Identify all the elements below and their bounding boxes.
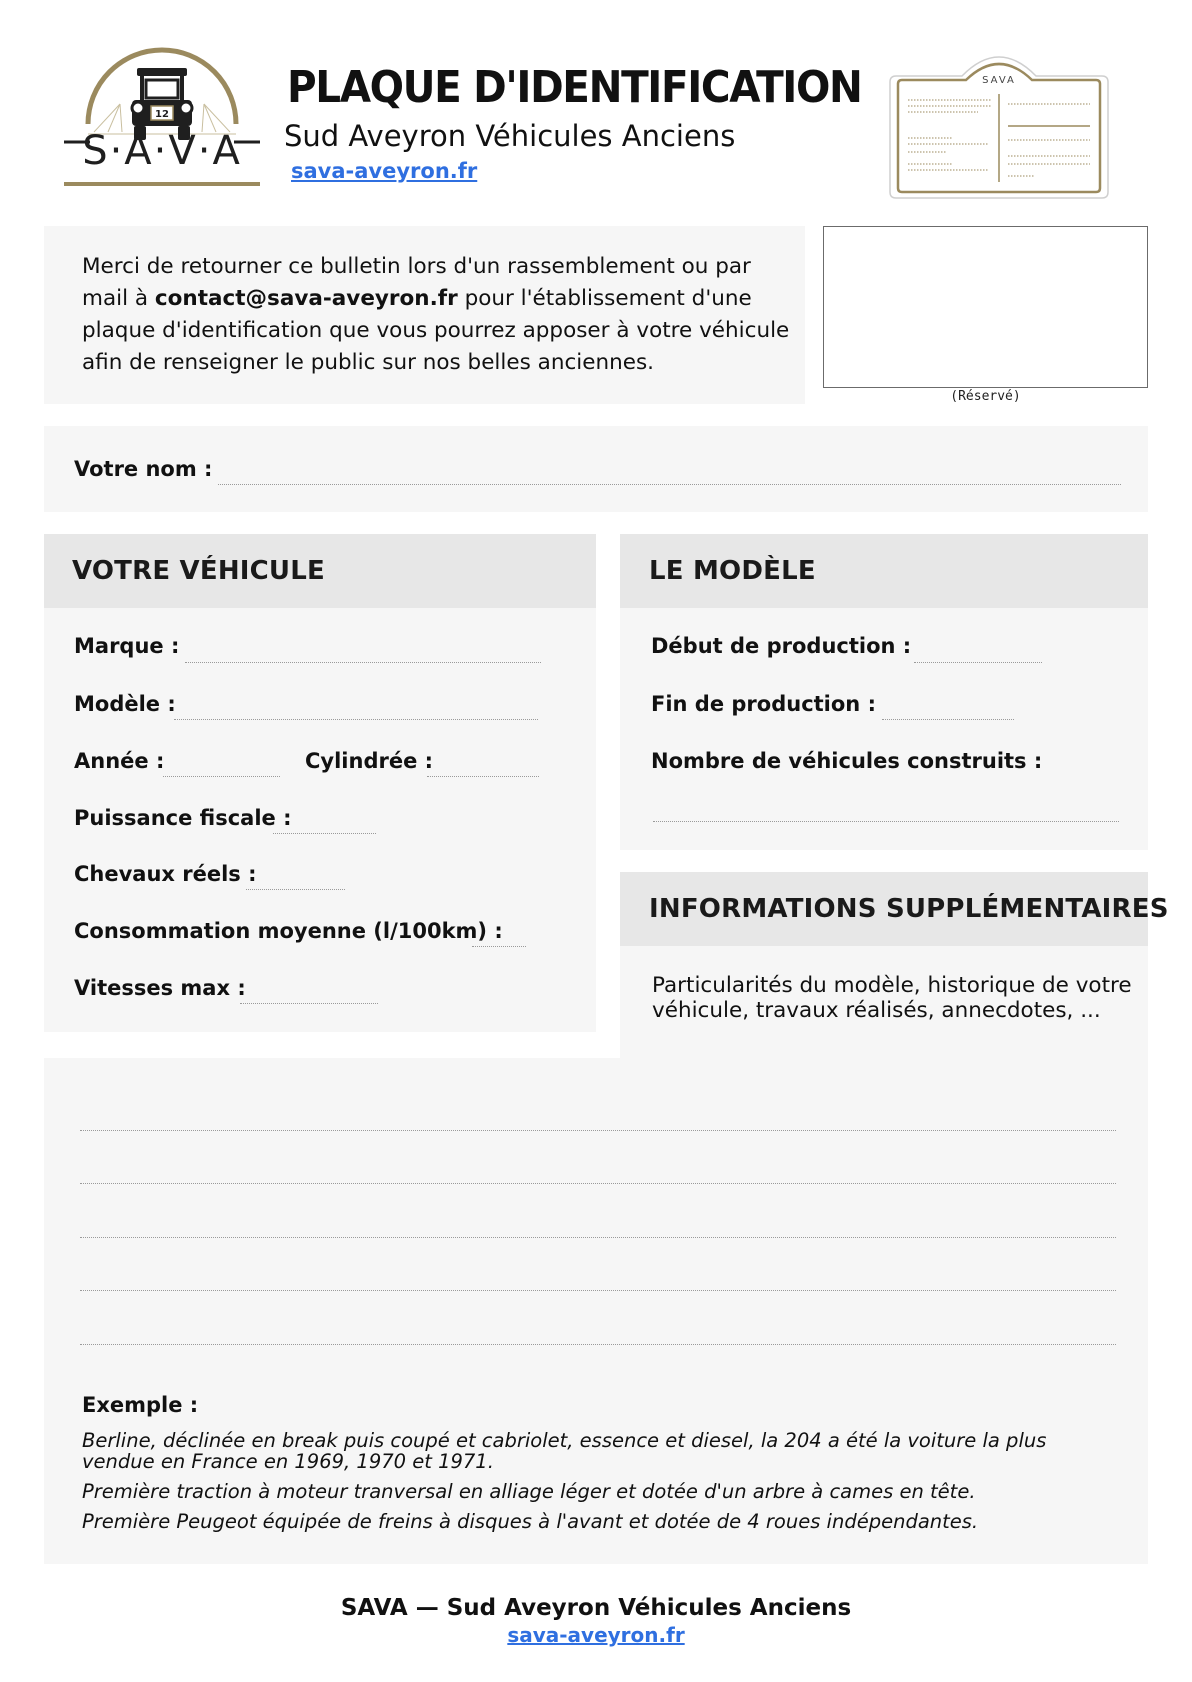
annee-label: Année :	[74, 749, 165, 773]
name-label: Votre nom :	[74, 457, 213, 481]
logo-text: S·A·V·A	[82, 128, 242, 174]
extra-hint: Particularités du modèle, historique de votre véhicule, travaux réalisés, annecdotes, ...	[652, 973, 1132, 1023]
nombre-label: Nombre de véhicules construits :	[651, 749, 1043, 773]
plate-preview-icon	[888, 40, 1110, 200]
intro-text-end: pour l'établissement d'une plaque d'identification que vous pourrez apposer à votre véhicule afin de renseigner le public sur nos belles anciennes.	[82, 286, 790, 375]
marque-input[interactable]	[185, 662, 541, 663]
example-label: Exemple :	[82, 1393, 199, 1417]
nombre-input[interactable]	[653, 821, 1119, 822]
logo-plate-number: 12	[155, 109, 169, 120]
annee-input[interactable]	[163, 776, 280, 777]
modele-input[interactable]	[174, 719, 538, 720]
extra-input-line-2[interactable]	[80, 1183, 1116, 1184]
plate-preview-logo: SAVA	[982, 75, 1016, 86]
consommation-label: Consommation moyenne (l/100km) :	[74, 919, 503, 943]
example-line-4: Première Peugeot équipée de freins à disques à l'avant et dotée de 4 roues indépendantes.	[82, 1510, 979, 1533]
footer-org: SAVA — Sud Aveyron Véhicules Anciens	[340, 1595, 852, 1621]
extra-section-title: INFORMATIONS SUPPLÉMENTAIRES	[649, 894, 1169, 924]
example-line-3: Première traction à moteur tranversal en alliage léger et dotée d'un arbre à cames en tête.	[82, 1480, 976, 1503]
model-section-title: LE MODÈLE	[649, 556, 816, 586]
extra-input-line-5[interactable]	[80, 1344, 1116, 1345]
chevaux-input[interactable]	[246, 889, 345, 890]
page-subtitle: Sud Aveyron Véhicules Anciens	[284, 119, 736, 153]
vehicle-panel	[44, 534, 596, 1032]
vitesses-label: Vitesses max :	[74, 976, 246, 1000]
sava-logo	[64, 46, 260, 188]
contact-email[interactable]: contact@sava-aveyron.fr	[154, 286, 458, 311]
sava-logo-icon	[64, 46, 260, 188]
consommation-input[interactable]	[472, 946, 526, 947]
extra-input-line-3[interactable]	[80, 1237, 1116, 1238]
modele-label: Modèle :	[74, 692, 176, 716]
footer-website-link[interactable]: sava-aveyron.fr	[507, 1623, 685, 1647]
debut-input[interactable]	[914, 662, 1042, 663]
reserved-caption: (Réservé)	[950, 389, 1021, 404]
plate-preview	[888, 40, 1110, 200]
example-line-1: Berline, déclinée en break puis coupé et cabriolet, essence et diesel, la 204 a été la voiture la plus	[82, 1429, 1047, 1452]
intro-text-start: Merci de retourner ce bulletin lors d'un rassemblement ou par mail à	[82, 254, 751, 311]
cylindree-label: Cylindrée :	[305, 749, 434, 773]
puissance-input[interactable]	[273, 833, 376, 834]
vehicle-section-title: VOTRE VÉHICULE	[72, 556, 325, 586]
reserved-box	[823, 226, 1148, 388]
intro-text	[82, 251, 792, 379]
fin-label: Fin de production :	[651, 692, 876, 716]
example-line-2: vendue en France en 1969, 1970 et 1971.	[82, 1450, 494, 1473]
name-input[interactable]	[218, 484, 1121, 485]
extra-input-line-1[interactable]	[80, 1130, 1116, 1131]
chevaux-label: Chevaux réels :	[74, 862, 257, 886]
marque-label: Marque :	[74, 634, 180, 658]
cylindree-input[interactable]	[427, 776, 539, 777]
footer-link-wrap	[0, 1623, 1192, 1647]
website-link[interactable]: sava-aveyron.fr	[291, 159, 478, 183]
page-title: PLAQUE D'IDENTIFICATION	[287, 62, 862, 113]
debut-label: Début de production :	[651, 634, 912, 658]
extra-input-line-4[interactable]	[80, 1290, 1116, 1291]
puissance-label: Puissance fiscale :	[74, 806, 292, 830]
vitesses-input[interactable]	[240, 1003, 378, 1004]
fin-input[interactable]	[882, 719, 1014, 720]
